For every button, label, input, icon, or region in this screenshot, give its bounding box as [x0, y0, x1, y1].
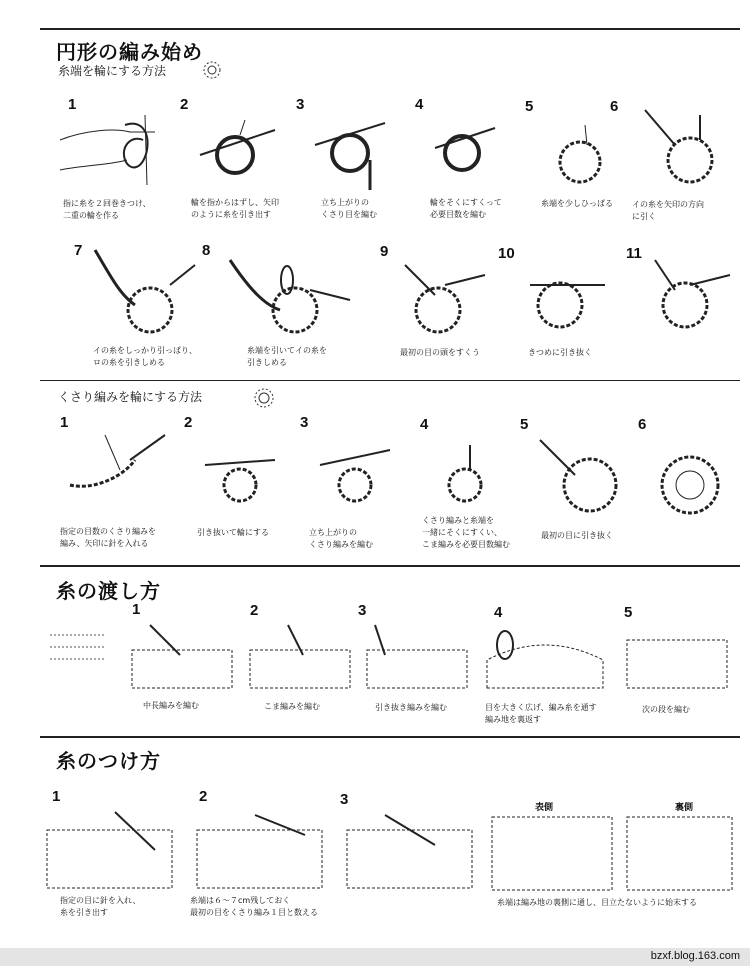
step-number: 5 [520, 416, 529, 433]
illustration-step [225, 250, 355, 350]
illustration-step [400, 255, 490, 345]
step-caption: 糸端を引いてイの糸を 引きしめる [247, 346, 327, 367]
step-caption: きつめに引き抜く [528, 348, 592, 357]
illustration-step [90, 245, 200, 345]
step-number: 2 [184, 414, 193, 431]
illustration-fabric [248, 620, 353, 690]
section-title-yarn-carry: 糸の渡し方 [56, 579, 161, 603]
illustration-step [310, 115, 390, 190]
step-caption: 中長編みを編む [143, 701, 199, 710]
step-number: 6 [638, 416, 647, 433]
illustration-step [650, 430, 740, 525]
illustration-step [520, 260, 610, 340]
step-caption: 目を大きく広げ、編み糸を通す 編み地を裏返す [485, 703, 597, 724]
step-caption: 輪をそくにすくって 必要目数を編む [430, 198, 502, 219]
illustration-step [200, 440, 280, 510]
step-caption: 次の段を編む [642, 705, 690, 714]
step-number: 5 [624, 604, 633, 621]
illustration-fabric [345, 810, 475, 890]
footer-bar [0, 948, 750, 966]
section-rule [40, 565, 740, 567]
step-number: 7 [74, 242, 83, 259]
motif-icon [200, 58, 224, 82]
illustration-fabric [365, 620, 470, 690]
step-number: 4 [415, 96, 424, 113]
motif-icon [252, 386, 276, 410]
illustration-fabric [130, 620, 235, 690]
back-side-label: 裏側 [675, 803, 694, 813]
section-title-circular-start: 円形の編み始め [56, 40, 203, 64]
step-number: 2 [180, 96, 189, 113]
subtitle-chain-ring: くさり編みを輪にする方法 [58, 390, 203, 404]
step-caption: くさり編みと糸端を 一緒にそくにすくい、 こま編みを必要目数編む [422, 516, 510, 549]
step-caption: 引き抜き編みを編む [375, 703, 447, 712]
illustration-fabric-front [490, 812, 615, 892]
step-number: 5 [525, 98, 534, 115]
step-caption: イの糸をしっかり引っぱり、 ロの糸を引きしめる [93, 346, 197, 367]
finishing-note: 糸端は編み地の裏側に通し、目立たないように始末する [497, 898, 697, 907]
step-caption: 指に糸を２回巻きつけ、 二重の輪を作る [63, 199, 151, 220]
step-caption: 引き抜いて輪にする [197, 528, 269, 537]
step-number: 11 [626, 245, 642, 262]
illustration-step [430, 118, 500, 188]
step-number: 6 [610, 98, 619, 115]
step-caption: 糸端を少しひっぱる [541, 199, 613, 208]
step-caption: 糸端は６～７cm残しておく 最初の目をくさり編み１目と数える [190, 896, 318, 917]
step-number: 4 [420, 416, 429, 433]
step-number: 3 [300, 414, 309, 431]
step-caption: 立ち上がりの くさり目を編む [321, 198, 377, 219]
step-number: 1 [52, 788, 61, 805]
illustration-fabric-back [625, 812, 735, 892]
step-caption: こま編みを編む [264, 702, 320, 711]
illustration-step [190, 115, 280, 185]
footer-site-link[interactable]: bzxf.blog.163.com [650, 950, 740, 962]
step-number: 1 [132, 601, 141, 618]
illustration-fabric [625, 620, 730, 690]
top-rule [40, 28, 740, 30]
front-side-label: 表側 [535, 803, 554, 813]
step-number: 9 [380, 243, 389, 260]
illustration-fabric [195, 810, 325, 890]
illustration-fabric [45, 810, 175, 890]
step-number: 10 [498, 245, 515, 262]
step-number: 1 [68, 96, 77, 113]
illustration-step [430, 440, 510, 510]
step-number: 4 [494, 604, 503, 621]
section-rule [40, 380, 740, 381]
step-number: 2 [199, 788, 208, 805]
step-caption: 指定の目に針を入れ、 糸を引き出す [60, 896, 141, 917]
step-caption: 最初の目の頭をすくう [400, 348, 480, 357]
illustration-hand-wrap [55, 110, 165, 190]
step-number: 3 [296, 96, 305, 113]
stitch-chart-icon [45, 625, 110, 670]
illustration-step [60, 430, 170, 510]
step-number: 2 [250, 602, 259, 619]
illustration-fabric [485, 620, 605, 690]
illustration-step [640, 105, 730, 195]
section-title-joining-yarn: 糸のつけ方 [56, 749, 161, 773]
step-number: 3 [358, 602, 367, 619]
subtitle-yarn-end-ring: 糸端を輪にする方法 [58, 64, 167, 78]
step-number: 8 [202, 242, 211, 259]
section-rule [40, 736, 740, 738]
illustration-step [535, 430, 635, 520]
step-caption: イの糸を矢印の方向 に引く [632, 200, 704, 221]
step-number: 3 [340, 791, 349, 808]
step-number: 1 [60, 414, 69, 431]
illustration-step [315, 440, 395, 510]
illustration-step [545, 120, 615, 195]
step-caption: 立ち上がりの くさり編みを編む [309, 528, 373, 549]
illustration-step [645, 255, 735, 340]
step-caption: 指定の目数のくさり編みを 編み、矢印に針を入れる [60, 527, 156, 548]
step-caption: 輪を指からはずし、矢印 のように糸を引き出す [191, 198, 279, 219]
step-caption: 最初の目に引き抜く [541, 531, 613, 540]
